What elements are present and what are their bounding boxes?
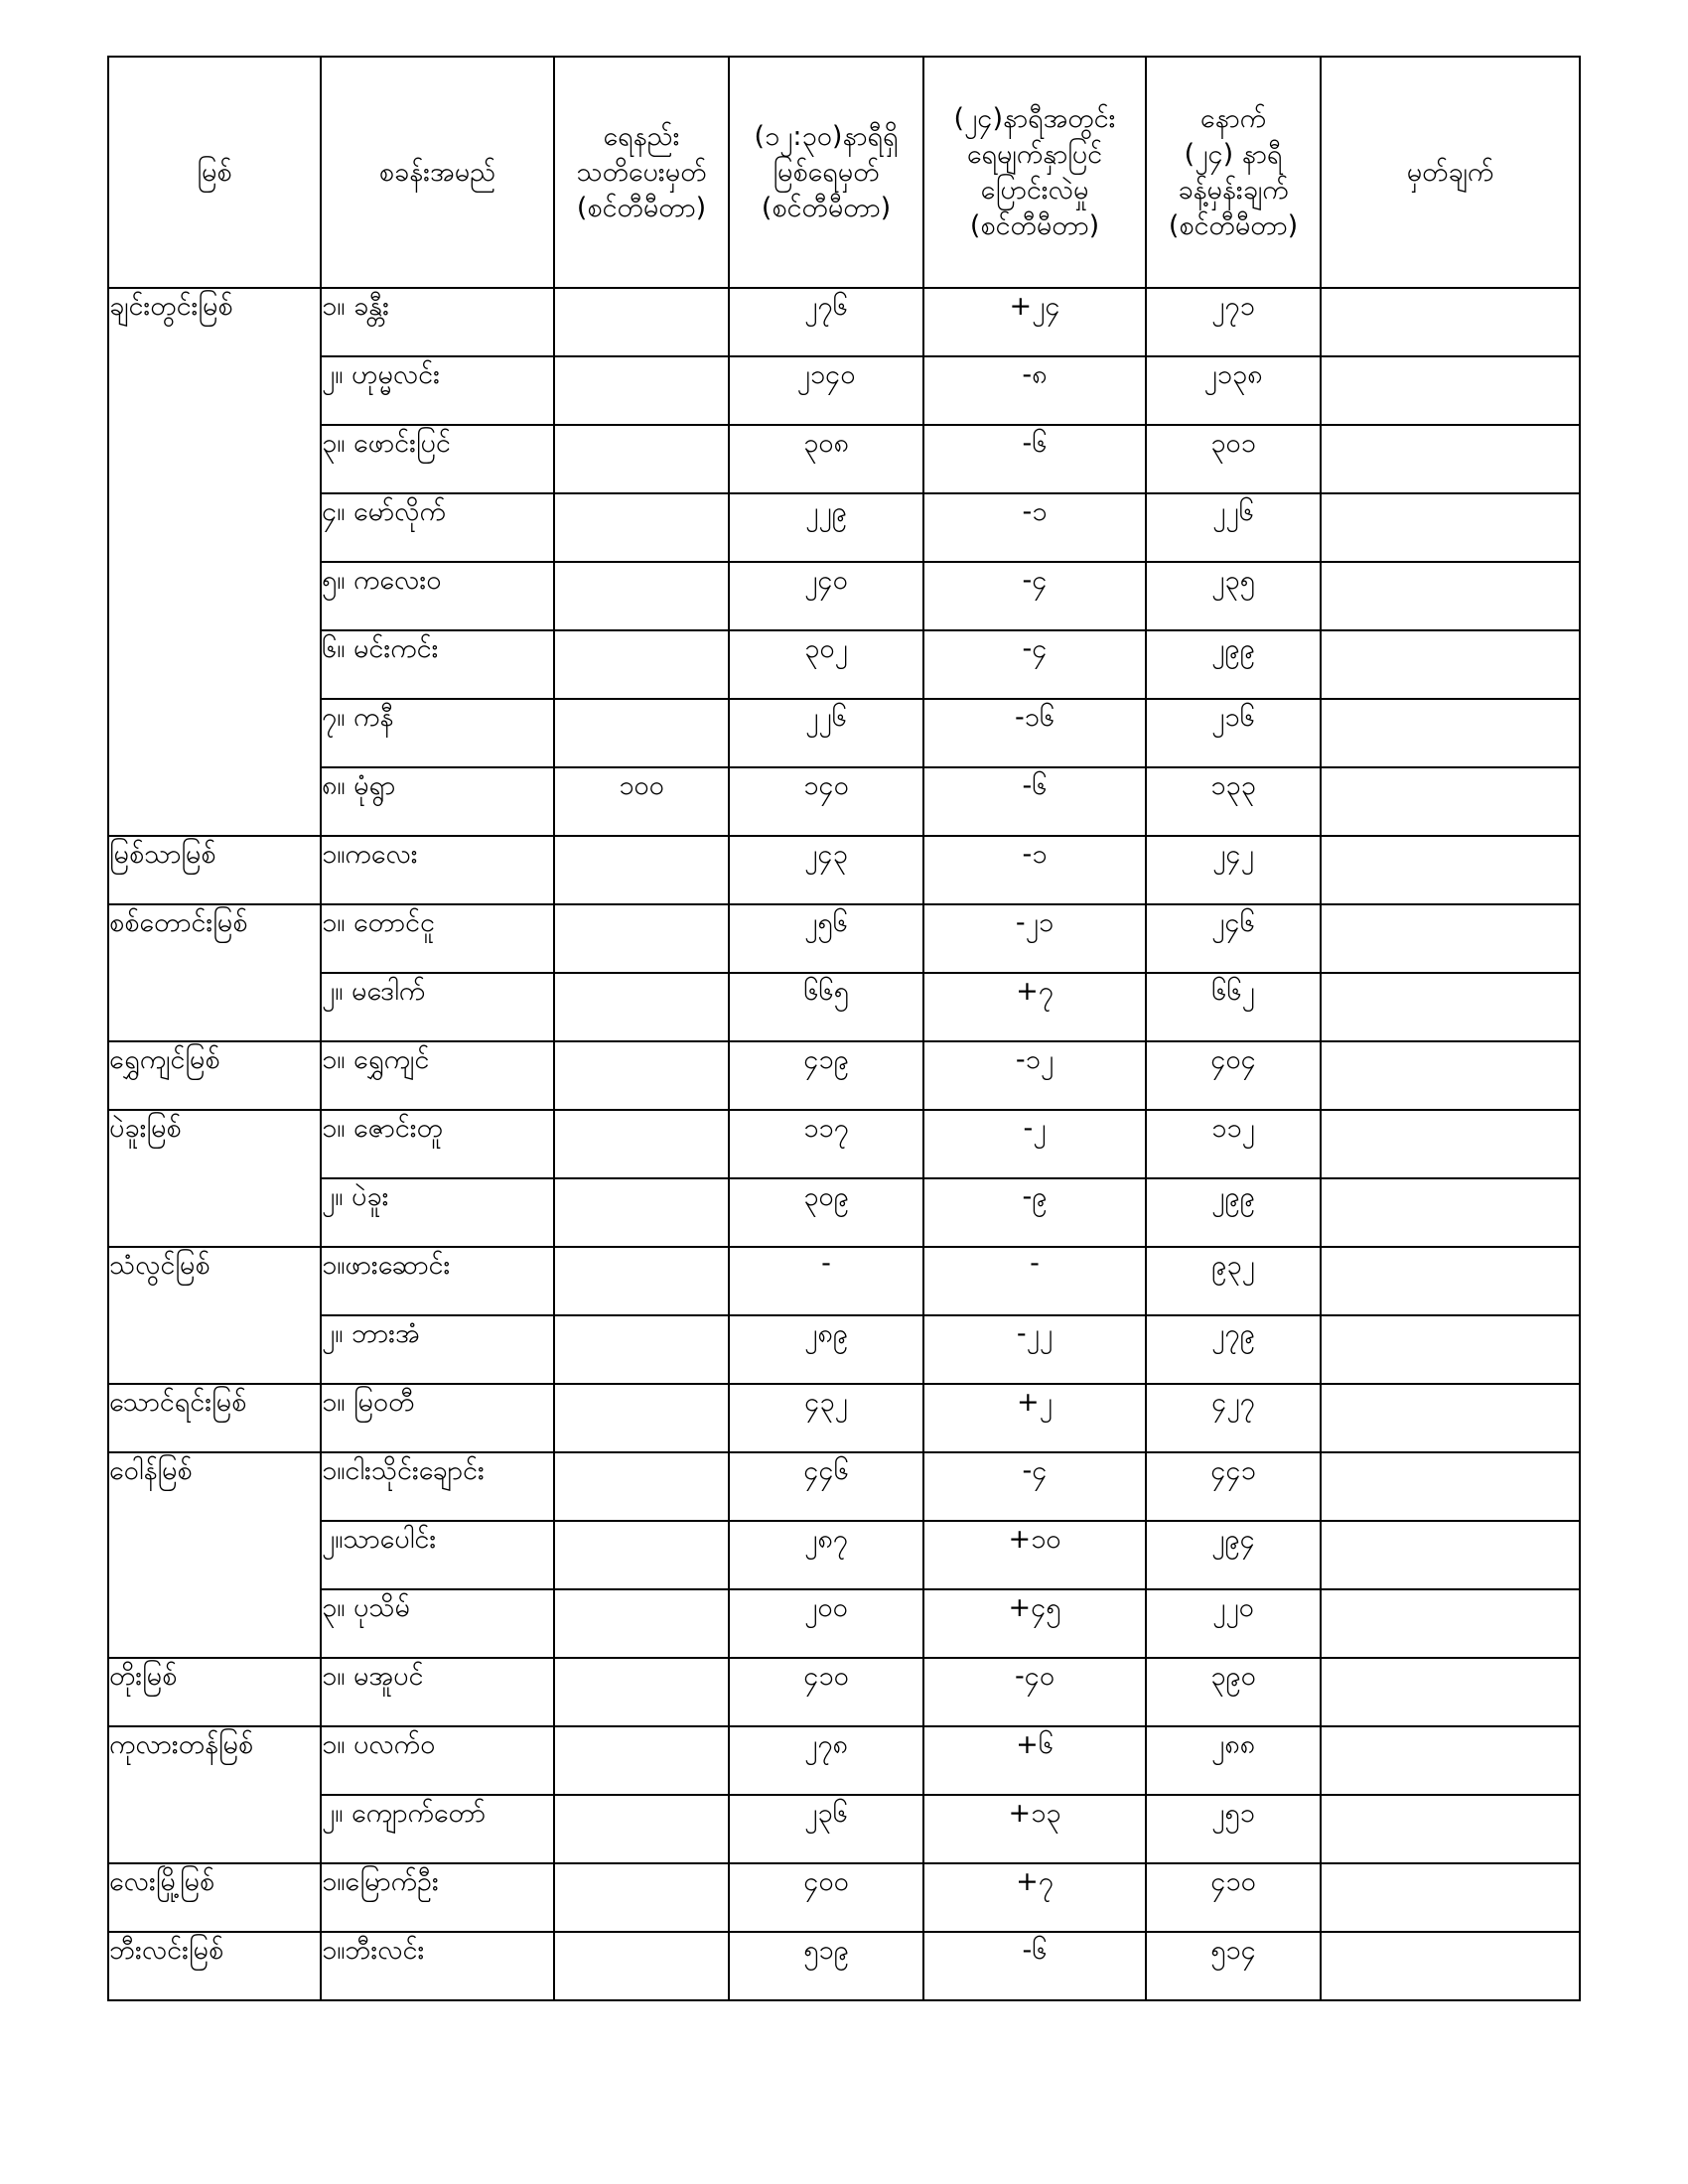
current-level-cell: ၃၀၉: [729, 1178, 923, 1247]
change-cell: +၁၃: [923, 1795, 1146, 1863]
forecast-cell: ၄၁၀: [1146, 1863, 1321, 1932]
change-cell: -: [923, 1247, 1146, 1315]
station-name: ၅။ ကလေးဝ: [321, 562, 554, 630]
river-name: ပဲခူးမြစ်: [108, 1110, 321, 1247]
station-name: ၁။ ပလက်ဝ: [321, 1726, 554, 1795]
current-level-cell: ၂၇၈: [729, 1726, 923, 1795]
forecast-cell: ၂၂၀: [1146, 1589, 1321, 1658]
remarks-cell: [1321, 1589, 1580, 1658]
forecast-cell: ၆၆၂: [1146, 973, 1321, 1041]
station-name: ၈။ မုံရွာ: [321, 767, 554, 836]
remarks-cell: [1321, 1384, 1580, 1452]
change-cell: -၆: [923, 1932, 1146, 2000]
remarks-cell: [1321, 1452, 1580, 1521]
river-name: စစ်တောင်းမြစ်: [108, 904, 321, 1041]
warning-level-cell: [554, 1041, 729, 1110]
river-level-table: [107, 56, 1581, 2001]
forecast-cell: ၂၉၉: [1146, 630, 1321, 699]
forecast-cell: ၄၄၁: [1146, 1452, 1321, 1521]
table-row: [108, 1041, 1580, 1110]
forecast-cell: ၂၃၅: [1146, 562, 1321, 630]
forecast-cell: ၂၅၁: [1146, 1795, 1321, 1863]
forecast-cell: ၂၁၆: [1146, 699, 1321, 767]
station-name: ၁။ မြဝတီ: [321, 1384, 554, 1452]
table-row: [108, 356, 1580, 425]
table-row: [108, 1932, 1580, 2000]
warning-level-cell: [554, 1247, 729, 1315]
current-level-cell: ၄၁၀: [729, 1658, 923, 1726]
station-name: ၂။ ဟုမ္မလင်း: [321, 356, 554, 425]
change-cell: -၁၂: [923, 1041, 1146, 1110]
warning-level-cell: [554, 1726, 729, 1795]
warning-level-cell: [554, 1315, 729, 1384]
remarks-cell: [1321, 1726, 1580, 1795]
remarks-cell: [1321, 630, 1580, 699]
forecast-cell: ၂၄၆: [1146, 904, 1321, 973]
current-level-cell: ၆၆၅: [729, 973, 923, 1041]
current-level-cell: ၂၈၉: [729, 1315, 923, 1384]
remarks-cell: [1321, 1247, 1580, 1315]
warning-level-cell: [554, 288, 729, 356]
change-cell: +၂၄: [923, 288, 1146, 356]
change-cell: -၄: [923, 562, 1146, 630]
header-row: [108, 57, 1580, 288]
warning-level-cell: [554, 493, 729, 562]
station-name: ၂။ ဘားအံ: [321, 1315, 554, 1384]
warning-level-cell: [554, 699, 729, 767]
forecast-cell: ၁၃၃: [1146, 767, 1321, 836]
table-row: [108, 1178, 1580, 1247]
station-name: ၁။မြောက်ဦး: [321, 1863, 554, 1932]
header-24h-forecast: နောက် (၂၄) နာရီ ခန့်မှန်းချက် (စင်တီမီတာ): [1146, 57, 1321, 288]
current-level-cell: ၁၁၇: [729, 1110, 923, 1178]
current-level-cell: ၂၂၆: [729, 699, 923, 767]
current-level-cell: ၃၀၈: [729, 425, 923, 493]
table-row: [108, 562, 1580, 630]
current-level-cell: ၂၂၉: [729, 493, 923, 562]
river-name: သံလွင်မြစ်: [108, 1247, 321, 1384]
forecast-cell: ၂၈၈: [1146, 1726, 1321, 1795]
forecast-cell: ၂၁၃၈: [1146, 356, 1321, 425]
forecast-cell: ၉၃၂: [1146, 1247, 1321, 1315]
station-name: ၁။ ခန္တီး: [321, 288, 554, 356]
table-row: [108, 1589, 1580, 1658]
current-level-cell: ၂၃၆: [729, 1795, 923, 1863]
remarks-cell: [1321, 1110, 1580, 1178]
forecast-cell: ၂၂၆: [1146, 493, 1321, 562]
warning-level-cell: [554, 562, 729, 630]
forecast-cell: ၃၉၀: [1146, 1658, 1321, 1726]
warning-level-cell: [554, 356, 729, 425]
river-name: တိုးမြစ်: [108, 1658, 321, 1726]
forecast-cell: ၅၁၄: [1146, 1932, 1321, 2000]
table-body: [108, 288, 1580, 2000]
warning-level-cell: [554, 1452, 729, 1521]
forecast-cell: ၂၉၉: [1146, 1178, 1321, 1247]
remarks-cell: [1321, 1178, 1580, 1247]
table-row: [108, 1452, 1580, 1521]
river-name: သောင်ရင်းမြစ်: [108, 1384, 321, 1452]
warning-level-cell: [554, 1932, 729, 2000]
remarks-cell: [1321, 1932, 1580, 2000]
change-cell: -၂: [923, 1110, 1146, 1178]
table-row: [108, 1658, 1580, 1726]
warning-level-cell: [554, 425, 729, 493]
station-name: ၂။ ကျောက်တော်: [321, 1795, 554, 1863]
header-station: စခန်းအမည်: [321, 57, 554, 288]
remarks-cell: [1321, 356, 1580, 425]
change-cell: -၆: [923, 767, 1146, 836]
table-row: [108, 630, 1580, 699]
station-name: ၁။ မအူပင်: [321, 1658, 554, 1726]
current-level-cell: ၂၅၆: [729, 904, 923, 973]
forecast-cell: ၂၇၉: [1146, 1315, 1321, 1384]
station-name: ၁။ဘီးလင်း: [321, 1932, 554, 2000]
river-name: ဘီးလင်းမြစ်: [108, 1932, 321, 2000]
station-name: ၁။ငါးသိုင်းချောင်း: [321, 1452, 554, 1521]
change-cell: -၂၁: [923, 904, 1146, 973]
remarks-cell: [1321, 288, 1580, 356]
river-name: ဝေါန်မြစ်: [108, 1452, 321, 1658]
change-cell: -၁: [923, 836, 1146, 904]
table-row: [108, 1726, 1580, 1795]
forecast-cell: ၄၂၇: [1146, 1384, 1321, 1452]
table-row: [108, 699, 1580, 767]
header-current-level: (၁၂:၃၀)နာရီရှိ မြစ်ရေမှတ် (စင်တီမီတာ): [729, 57, 923, 288]
remarks-cell: [1321, 836, 1580, 904]
station-name: ၃။ ဖောင်းပြင်: [321, 425, 554, 493]
station-name: ၁။ဖားဆောင်း: [321, 1247, 554, 1315]
change-cell: +၇: [923, 973, 1146, 1041]
change-cell: -၂၂: [923, 1315, 1146, 1384]
warning-level-cell: [554, 1589, 729, 1658]
remarks-cell: [1321, 699, 1580, 767]
current-level-cell: ၂၄၃: [729, 836, 923, 904]
change-cell: -၄: [923, 1452, 1146, 1521]
current-level-cell: ၄၄၆: [729, 1452, 923, 1521]
remarks-cell: [1321, 904, 1580, 973]
station-name: ၁။ တောင်ငူ: [321, 904, 554, 973]
warning-level-cell: [554, 1384, 729, 1452]
change-cell: -၉: [923, 1178, 1146, 1247]
warning-level-cell: ၁၀၀: [554, 767, 729, 836]
forecast-cell: ၃၀၁: [1146, 425, 1321, 493]
remarks-cell: [1321, 973, 1580, 1041]
warning-level-cell: [554, 630, 729, 699]
river-name: ချင်းတွင်းမြစ်: [108, 288, 321, 836]
remarks-cell: [1321, 562, 1580, 630]
forecast-cell: ၂၄၂: [1146, 836, 1321, 904]
remarks-cell: [1321, 425, 1580, 493]
remarks-cell: [1321, 1315, 1580, 1384]
change-cell: +၄၅: [923, 1589, 1146, 1658]
warning-level-cell: [554, 1110, 729, 1178]
station-name: ၁။ကလေး: [321, 836, 554, 904]
current-level-cell: ၂၇၆: [729, 288, 923, 356]
table-row: [108, 425, 1580, 493]
station-name: ၃။ ပုသိမ်: [321, 1589, 554, 1658]
warning-level-cell: [554, 1795, 729, 1863]
table-row: [108, 1315, 1580, 1384]
remarks-cell: [1321, 1658, 1580, 1726]
warning-level-cell: [554, 1521, 729, 1589]
change-cell: -၁: [923, 493, 1146, 562]
header-river: မြစ်: [108, 57, 321, 288]
current-level-cell: ၂၁၄၀: [729, 356, 923, 425]
header-24h-change: (၂၄)နာရီအတွင်း ရေမျက်နှာပြင် ပြောင်းလဲမှု (စင်တီမီတာ): [923, 57, 1146, 288]
current-level-cell: ၅၁၉: [729, 1932, 923, 2000]
station-name: ၁။ ဇောင်းတူ: [321, 1110, 554, 1178]
warning-level-cell: [554, 1863, 729, 1932]
forecast-cell: ၁၁၂: [1146, 1110, 1321, 1178]
change-cell: +၇: [923, 1863, 1146, 1932]
current-level-cell: -: [729, 1247, 923, 1315]
change-cell: -၁၆: [923, 699, 1146, 767]
table-row: [108, 1384, 1580, 1452]
forecast-cell: ၂၇၁: [1146, 288, 1321, 356]
table-row: [108, 493, 1580, 562]
table-row: [108, 1247, 1580, 1315]
table-row: [108, 1110, 1580, 1178]
forecast-cell: ၂၉၄: [1146, 1521, 1321, 1589]
current-level-cell: ၂၄၀: [729, 562, 923, 630]
change-cell: +၁၀: [923, 1521, 1146, 1589]
remarks-cell: [1321, 767, 1580, 836]
change-cell: -၆: [923, 425, 1146, 493]
header-warning-level: ရေနည်း သတိပေးမှတ် (စင်တီမီတာ): [554, 57, 729, 288]
forecast-cell: ၄၀၄: [1146, 1041, 1321, 1110]
header-remarks: မှတ်ချက်: [1321, 57, 1580, 288]
current-level-cell: ၄၁၉: [729, 1041, 923, 1110]
change-cell: +၆: [923, 1726, 1146, 1795]
remarks-cell: [1321, 1041, 1580, 1110]
warning-level-cell: [554, 904, 729, 973]
change-cell: -၄၀: [923, 1658, 1146, 1726]
station-name: ၇။ ကနီ: [321, 699, 554, 767]
table-row: [108, 288, 1580, 356]
current-level-cell: ၁၄၀: [729, 767, 923, 836]
current-level-cell: ၂၈၇: [729, 1521, 923, 1589]
table-row: [108, 973, 1580, 1041]
station-name: ၂။ မဒေါက်: [321, 973, 554, 1041]
remarks-cell: [1321, 1795, 1580, 1863]
river-name: လေးမြို့မြစ်: [108, 1863, 321, 1932]
warning-level-cell: [554, 1658, 729, 1726]
table-row: [108, 1521, 1580, 1589]
table-row: [108, 1863, 1580, 1932]
change-cell: -၈: [923, 356, 1146, 425]
current-level-cell: ၄၀၀: [729, 1863, 923, 1932]
current-level-cell: ၂၀၀: [729, 1589, 923, 1658]
station-name: ၆။ မင်းကင်း: [321, 630, 554, 699]
river-name: မြစ်သာမြစ်: [108, 836, 321, 904]
table-row: [108, 836, 1580, 904]
current-level-cell: ၄၃၂: [729, 1384, 923, 1452]
station-name: ၂။ ပဲခူး: [321, 1178, 554, 1247]
river-name: ကုလားတန်မြစ်: [108, 1726, 321, 1863]
table-row: [108, 904, 1580, 973]
change-cell: +၂: [923, 1384, 1146, 1452]
warning-level-cell: [554, 836, 729, 904]
remarks-cell: [1321, 1521, 1580, 1589]
river-name: ရွှေကျင်မြစ်: [108, 1041, 321, 1110]
station-name: ၁။ ရွှေကျင်: [321, 1041, 554, 1110]
current-level-cell: ၃၀၂: [729, 630, 923, 699]
table-row: [108, 767, 1580, 836]
remarks-cell: [1321, 493, 1580, 562]
warning-level-cell: [554, 973, 729, 1041]
remarks-cell: [1321, 1863, 1580, 1932]
table-row: [108, 1795, 1580, 1863]
station-name: ၂။သာပေါင်း: [321, 1521, 554, 1589]
warning-level-cell: [554, 1178, 729, 1247]
change-cell: -၄: [923, 630, 1146, 699]
station-name: ၄။ မော်လိုက်: [321, 493, 554, 562]
